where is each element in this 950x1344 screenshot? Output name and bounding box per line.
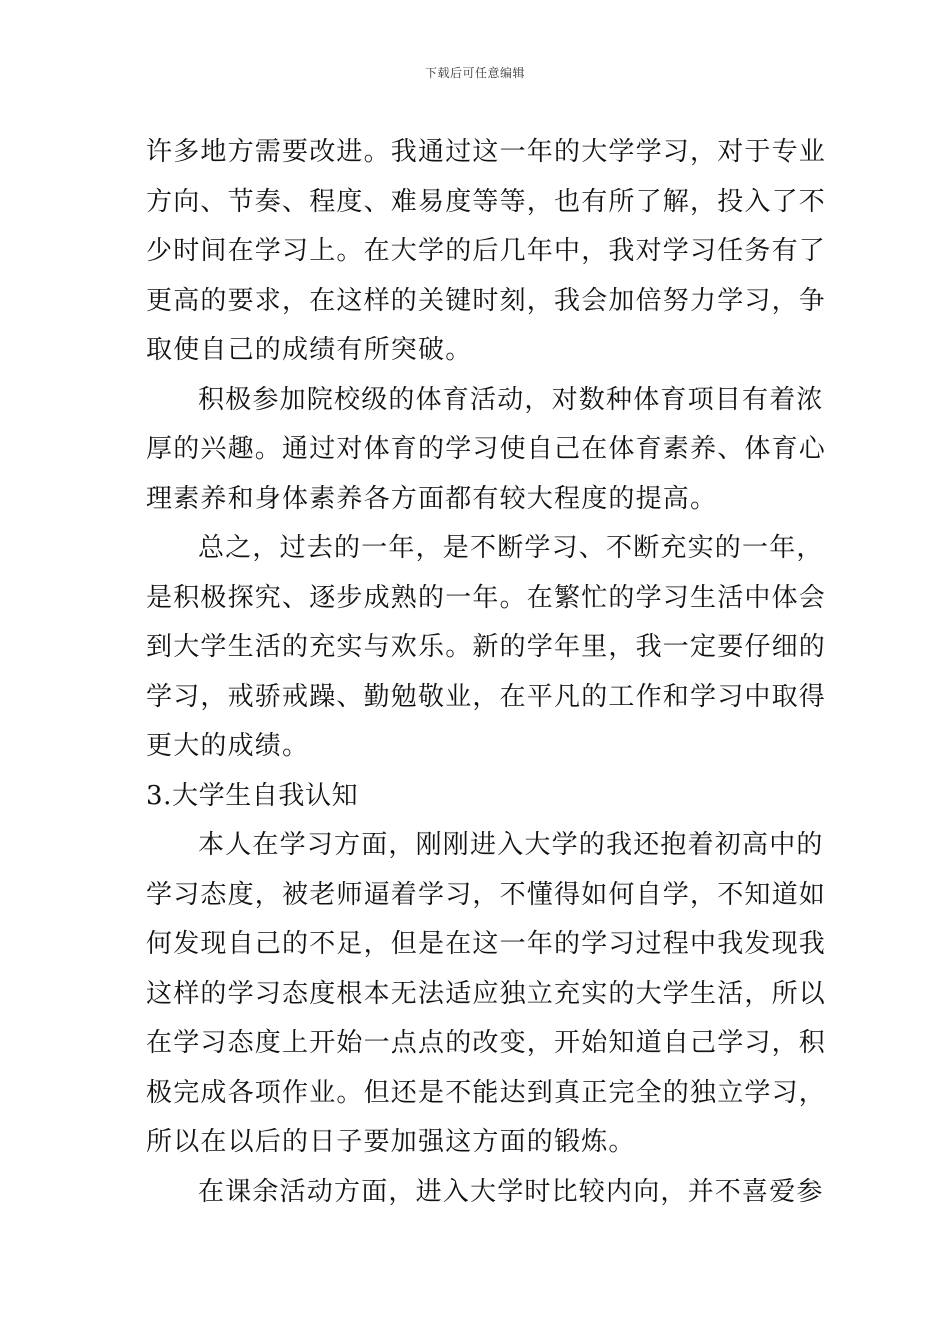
paragraph-first-line: 本人在学习方面，刚刚进入大学的我还抱着初高中的 — [198, 830, 824, 860]
body-line: 更大的成绩。 — [146, 731, 310, 761]
body-line: 方向、节奏、程度、难易度等等，也有所了解，投入了不 — [146, 186, 827, 217]
paragraph-first-line: 积极参加院校级的体育活动，对数种体育项目有着浓 — [198, 384, 824, 415]
section-heading: 3.大学生自我认知 — [146, 780, 359, 811]
paragraph-first-line: 总之，过去的一年，是不断学习、不断充实的一年， — [198, 533, 824, 563]
body-line: 所以在以后的日子要加强这方面的锻炼。 — [146, 1127, 636, 1157]
body-line: 这样的学习态度根本无法适应独立充实的大学生活，所以 — [146, 978, 827, 1009]
body-line: 极完成各项作业。但还是不能达到真正完全的独立学习， — [146, 1077, 827, 1108]
body-line: 取使自己的成绩有所突破。 — [146, 335, 473, 365]
body-line: 在学习态度上开始一点点的改变，开始知道自己学习，积 — [146, 1028, 827, 1058]
document-body — [146, 128, 827, 1217]
body-line: 何发现自己的不足，但是在这一年的学习过程中我发现我 — [146, 929, 827, 959]
page-header: 下载后可任意编辑 — [424, 66, 525, 80]
body-line: 许多地方需要改进。我通过这一年的大学学习，对于专业 — [146, 137, 827, 167]
paragraph-first-line: 在课余活动方面，进入大学时比较内向，并不喜爱参 — [198, 1176, 824, 1207]
body-line: 更高的要求，在这样的关键时刻，我会加倍努力学习，争 — [146, 285, 827, 316]
body-line: 少时间在学习上。在大学的后几年中，我对学习任务有了 — [146, 236, 827, 266]
body-line: 厚的兴趣。通过对体育的学习使自己在体育素养、体育心 — [146, 434, 827, 464]
body-line: 学习，戒骄戒躁、勤勉敬业，在平凡的工作和学习中取得 — [146, 681, 827, 712]
body-line: 学习态度，被老师逼着学习，不懂得如何自学，不知道如 — [146, 879, 827, 910]
body-line: 到大学生活的充实与欢乐。新的学年里，我一定要仔细的 — [146, 632, 827, 662]
body-line: 是积极探究、逐步成熟的一年。在繁忙的学习生活中体会 — [146, 582, 827, 613]
body-line: 理素养和身体素养各方面都有较大程度的提高。 — [146, 483, 718, 514]
